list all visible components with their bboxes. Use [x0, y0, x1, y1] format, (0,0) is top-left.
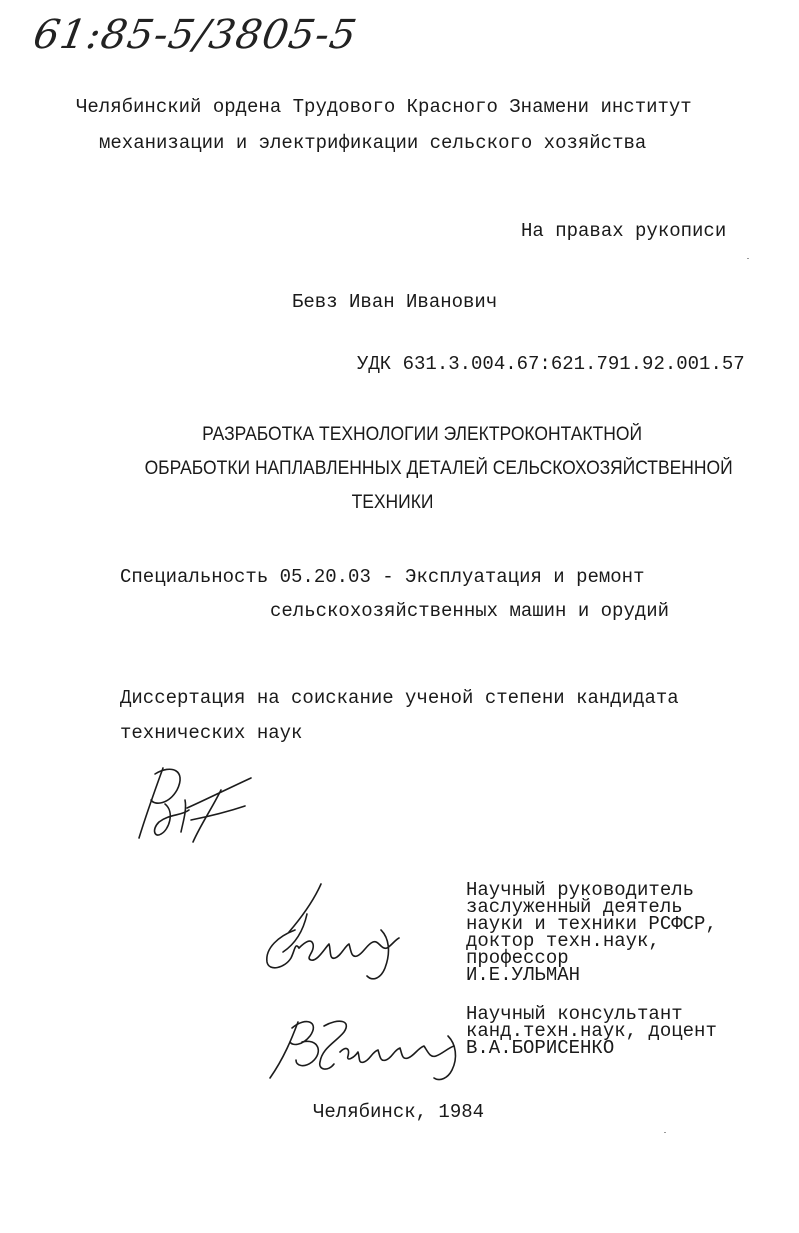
- specialty-line-1: Специальность 05.20.03 - Эксплуатация и ремонт: [120, 566, 645, 588]
- consultant-signature: [262, 1008, 472, 1088]
- scan-speck: [664, 1132, 666, 1133]
- thesis-title-line-1: РАЗРАБОТКА ТЕХНОЛОГИИ ЭЛЕКТРОКОНТАКТНОЙ: [202, 424, 643, 445]
- supervisor-name: И.Е.УЛЬМАН: [466, 964, 581, 986]
- supervisor-rank: профессор: [466, 947, 569, 969]
- supervisor-title-1: заслуженный деятель: [466, 896, 683, 918]
- thesis-title-line-3: ТЕХНИКИ: [351, 492, 434, 513]
- place-year: Челябинск, 1984: [313, 1101, 485, 1123]
- specialty-line-2: сельскохозяйственных машин и орудий: [270, 600, 670, 622]
- supervisor-role: Научный руководитель: [466, 879, 695, 901]
- thesis-title-line-2: ОБРАБОТКИ НАПЛАВЛЕННЫХ ДЕТАЛЕЙ СЕЛЬСКОХОЗЯЙСТВЕННОЙ: [144, 458, 733, 479]
- consultant-block: [466, 1003, 717, 1059]
- consultant-name: В.А.БОРИСЕНКО: [466, 1037, 615, 1059]
- scan-speck: [747, 258, 749, 259]
- supervisor-title-2: науки и техники РСФСР,: [466, 913, 717, 935]
- supervisor-signature: [255, 878, 415, 988]
- institute-line-2: механизации и электрификации сельского хозяйства: [99, 132, 647, 154]
- udk-code: УДК 631.3.004.67:621.791.92.001.57: [357, 353, 745, 375]
- dissertation-line-1: Диссертация на соискание ученой степени кандидата: [120, 687, 679, 709]
- archive-code-handwritten: 61:85-5/3805-5: [29, 12, 361, 58]
- dissertation-line-2: технических наук: [120, 722, 303, 744]
- supervisor-degree: доктор техн.наук,: [466, 930, 660, 952]
- rights-note: На правах рукописи: [521, 220, 727, 242]
- supervisor-block: [466, 879, 717, 986]
- institute-line-1: Челябинский ордена Трудового Красного Знамени институт: [76, 96, 692, 118]
- consultant-degree: канд.техн.наук, доцент: [466, 1020, 717, 1042]
- consultant-role: Научный консультант: [466, 1003, 683, 1025]
- author-name: Бевз Иван Иванович: [292, 291, 498, 313]
- author-signature: [125, 760, 265, 850]
